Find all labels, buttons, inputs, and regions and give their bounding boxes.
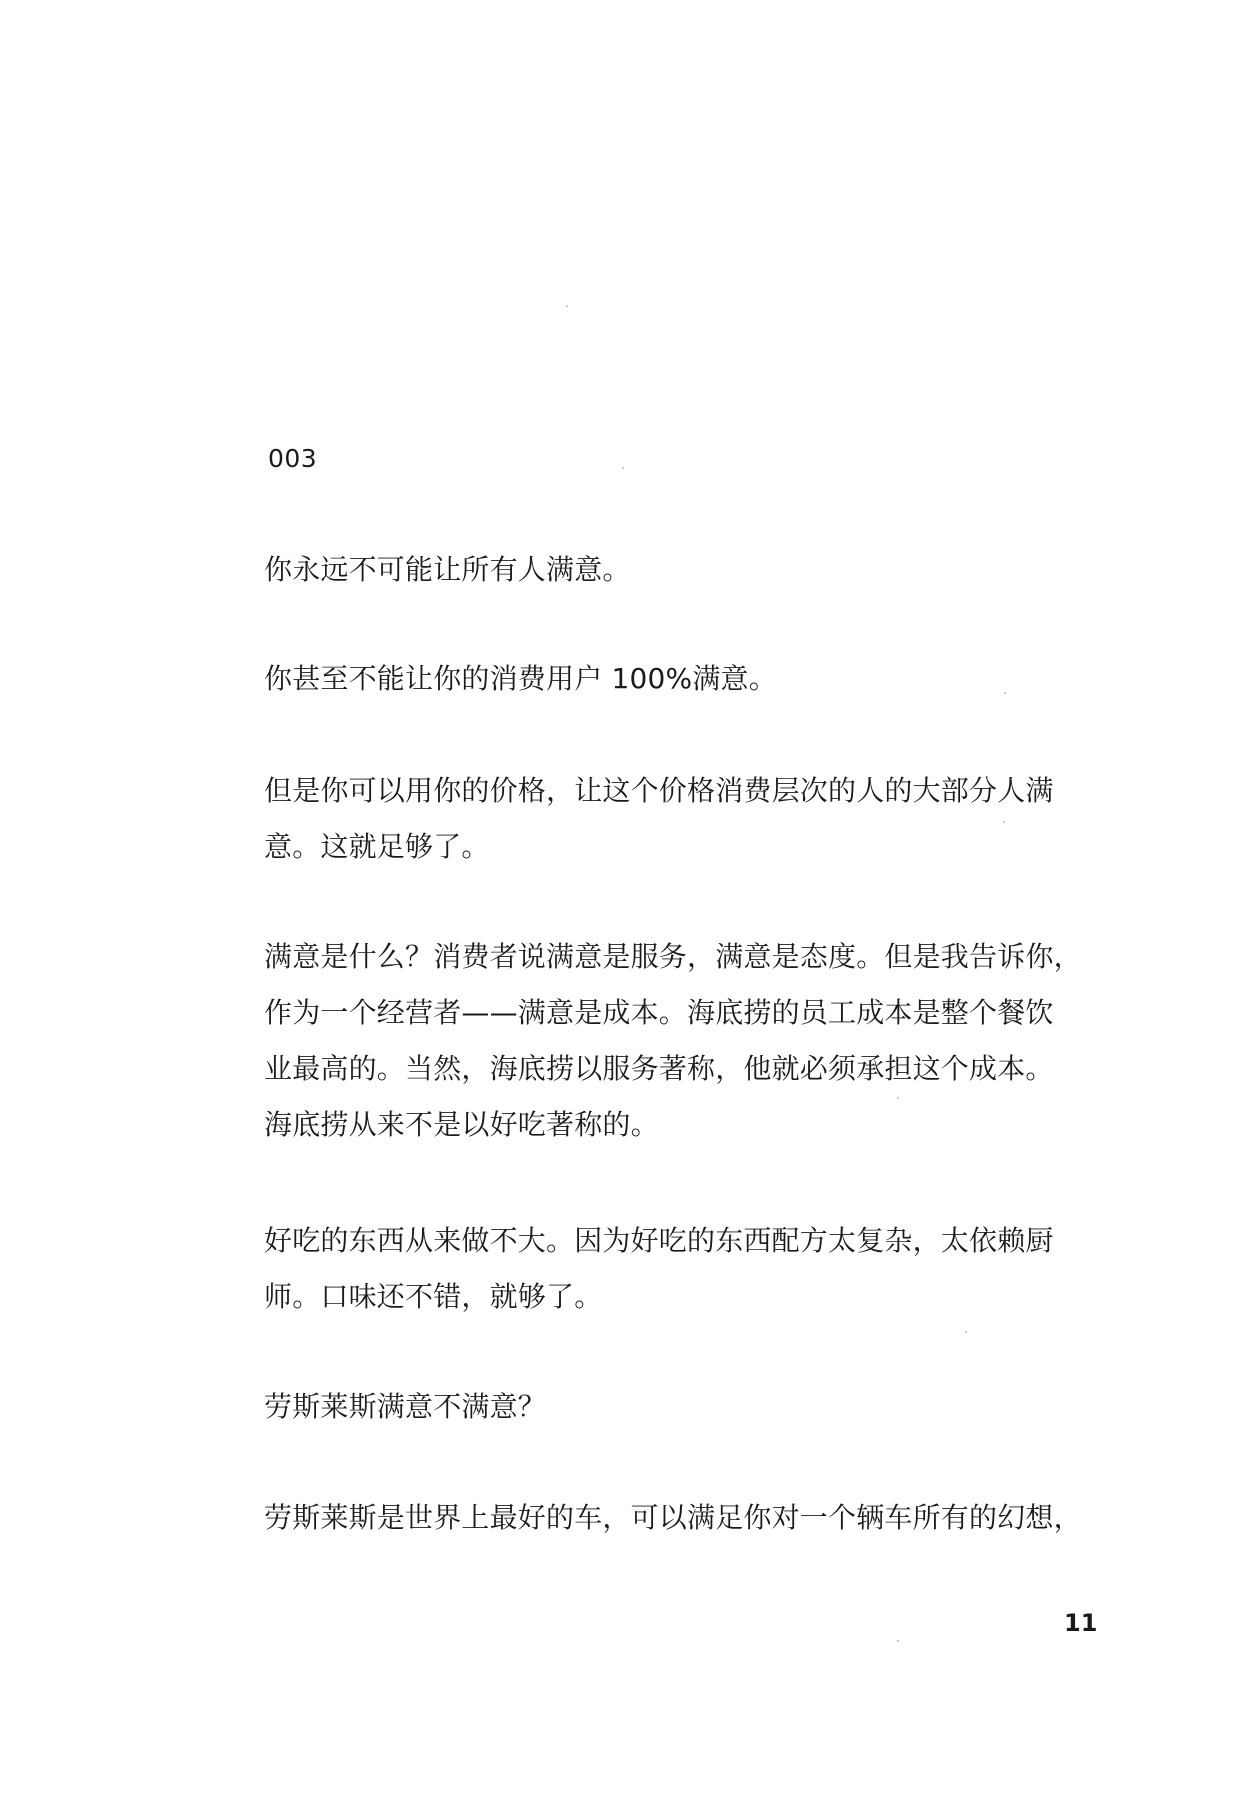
paragraph-line: 你永远不可能让所有人满意。 <box>264 553 631 586</box>
page-number: 11 <box>1064 1609 1098 1637</box>
scan-speck <box>566 305 568 307</box>
paragraph-line: 意。这就足够了。 <box>264 830 490 863</box>
paragraph-line: 业最高的。当然，海底捞以服务著称，他就必须承担这个成本。 <box>264 1052 1054 1085</box>
paragraph-line: 劳斯莱斯满意不满意？ <box>264 1390 547 1423</box>
paragraph <box>264 651 1124 707</box>
paragraph-line: 作为一个经营者——满意是成本。海底捞的员工成本是整个餐饮 <box>264 996 1054 1029</box>
paragraph <box>264 1379 1124 1435</box>
paragraph-line: 满意是什么？消费者说满意是服务，满意是态度。但是我告诉你， <box>264 940 1082 973</box>
paragraph-line: 你甚至不能让你的消费用户 100%满意。 <box>264 662 777 695</box>
paragraph <box>264 542 1124 598</box>
paragraph-line: 劳斯莱斯是世界上最好的车，可以满足你对一个辆车所有的幻想， <box>264 1501 1082 1534</box>
section-number: 003 <box>268 444 318 473</box>
paragraph <box>264 1213 1124 1325</box>
paragraph-line: 但是你可以用你的价格，让这个价格消费层次的人的大部分人满 <box>264 774 1054 807</box>
paragraph <box>264 929 1124 1153</box>
paragraph-line: 好吃的东西从来做不大。因为好吃的东西配方太复杂，太依赖厨 <box>264 1224 1054 1257</box>
paragraph-line: 师。口味还不错，就够了。 <box>264 1280 603 1313</box>
paragraph <box>264 763 1124 875</box>
paragraph-line: 海底捞从来不是以好吃著称的。 <box>264 1108 659 1141</box>
scan-speck <box>622 467 624 469</box>
paragraph <box>264 1490 1124 1546</box>
scan-speck <box>897 1640 899 1642</box>
scan-speck <box>965 1331 967 1333</box>
